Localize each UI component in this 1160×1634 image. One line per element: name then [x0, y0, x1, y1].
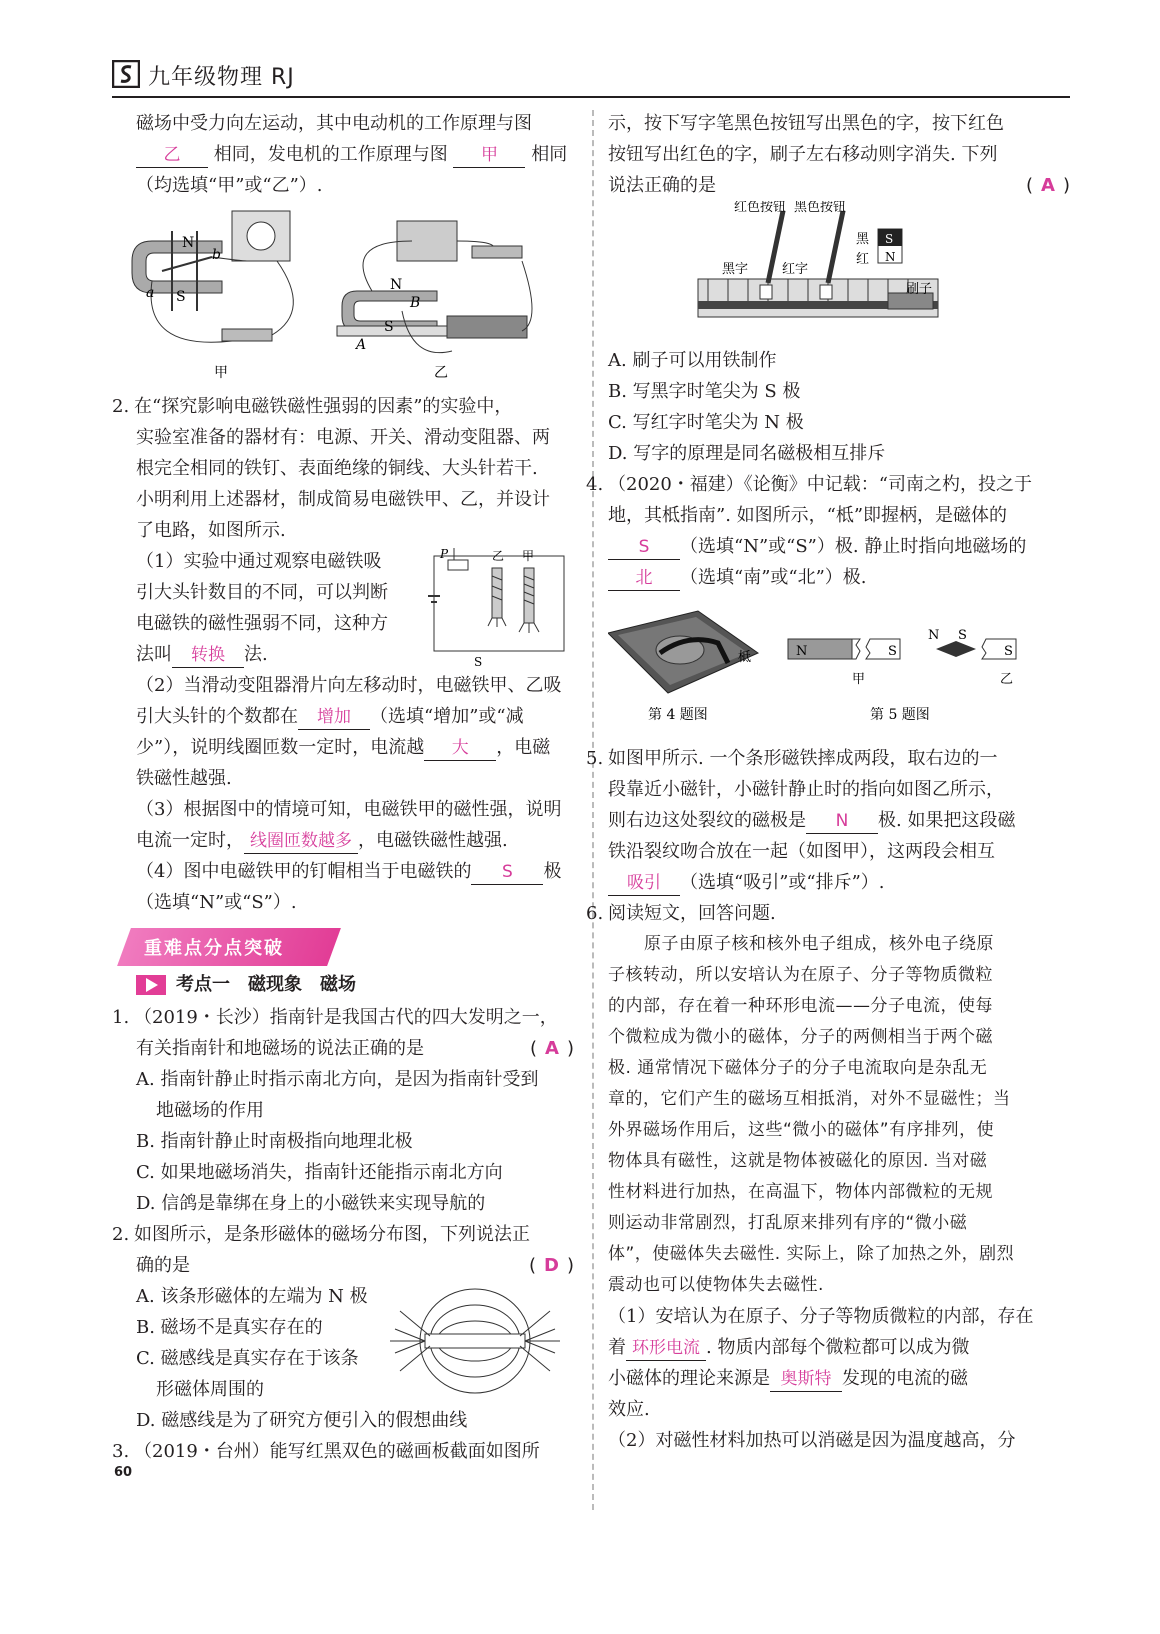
answer-blank: S [608, 535, 680, 560]
label-red-button: 红色按钮 [734, 201, 787, 215]
text-line: 磁场中受力向左运动，其中电动机的工作原理与图 [136, 113, 532, 134]
label-brush: 刷子 [906, 282, 933, 297]
text-line: （均选填“甲”或“乙”）. [136, 175, 323, 196]
label-black: 黑 [856, 232, 870, 247]
answer-blank: 转换 [172, 643, 244, 668]
column-divider [592, 110, 594, 1510]
answer-blank: 环形电流 [626, 1336, 706, 1361]
answer-blank: N [806, 809, 878, 834]
text-line: S （选填“N”或“S”）极. 静止时指向地磁场的 [608, 531, 1070, 562]
option-line: A. 该条形磁体的左端为 N 极 [136, 1286, 368, 1307]
figure-caption: 乙 [434, 365, 448, 381]
text-line: （1）实验中通过观察电磁铁吸 [136, 551, 382, 572]
pole-label: S [888, 644, 897, 659]
pole-label: N [182, 235, 195, 251]
answer-blank: 吸引 [608, 871, 680, 896]
option-line: 地磁场的作用 [156, 1100, 264, 1121]
text-line: 效应. [608, 1399, 650, 1420]
text-line: 引大头针数目的不同，可以判断 [136, 582, 388, 603]
left-column [112, 108, 574, 1467]
option-line: D. 磁感线是为了研究方便引入的假想曲线 [136, 1410, 468, 1431]
option-line: B. 指南针静止时南极指向地理北极 [136, 1131, 413, 1152]
option-line: D. 写字的原理是同名磁极相互排斥 [608, 443, 886, 464]
answer-blank: 增加 [298, 705, 370, 730]
slider-label: P [440, 547, 449, 561]
publisher-logo-icon [112, 60, 140, 88]
right-column [586, 108, 1070, 1456]
figure-caption: 第 4 题图 [648, 707, 708, 723]
text-line: 实验室准备的器材有：电源、开关、滑动变阻器、两 [136, 427, 550, 448]
text-line: 示，按下写字笔黑色按钮写出黑色的字，按下红色 [608, 113, 1004, 134]
wire-label: b [212, 247, 221, 263]
text-line: 小磁体的理论来源是 奥斯特 发现的电流的磁 [608, 1363, 1070, 1394]
text-line: 则右边这处裂纹的磁极是 N 极. 如果把这段磁 [608, 805, 1070, 836]
pole-n-label: N [885, 250, 896, 264]
figures-4-5 [608, 593, 1070, 743]
circuit-diagram [424, 546, 574, 670]
board-drawing [608, 201, 1070, 345]
book-title: 九年级物理 RJ [148, 65, 295, 90]
question-line: 2. 如图所示，是条形磁体的磁场分布图，下列说法正 [112, 1224, 530, 1245]
text-line: （2）对磁性材料加热可以消磁是因为温度越高，分 [608, 1430, 1016, 1451]
figure-sublabel: 乙 [1000, 672, 1014, 687]
text-line: 铁沿裂纹吻合放在一起（如图甲），这两段会相互 [608, 841, 995, 862]
answer-blank: 北 [608, 566, 680, 591]
choice-answer: ( D ) [528, 1255, 574, 1276]
pole-label: S [958, 628, 967, 643]
text-line: （选填“N”或“S”）. [136, 892, 297, 913]
pole-label: N [390, 277, 403, 293]
text-line: 段靠近小磁针，小磁针静止时的指向如图乙所示， [608, 779, 1004, 800]
text-line: （2）当滑动变阻器滑片向左移动时，电磁铁甲、乙吸 [136, 675, 562, 696]
pole-label: S [1004, 644, 1013, 659]
topic-heading: 考点一 磁现象 磁场 [112, 968, 574, 1002]
answer-blank: 乙 [136, 143, 208, 168]
pole-s-label: S [885, 232, 894, 246]
question-line: 2. 在“探究影响电磁铁磁性强弱的因素”的实验中， [112, 396, 513, 417]
magnet-label: 甲 [522, 549, 535, 563]
figure-caption: 甲 [214, 365, 228, 381]
pole-label: N [796, 644, 808, 659]
text-line: 法叫 转换 法. [112, 639, 574, 670]
page-number: 60 [114, 1465, 133, 1480]
play-triangle-icon [136, 975, 166, 995]
answer-blank: 大 [424, 736, 496, 761]
magnet-label: 乙 [492, 549, 505, 563]
option-line: 形磁体周围的 [156, 1379, 264, 1400]
section-banner: 重难点分点突破 [112, 928, 574, 968]
text-line: 了电路，如图所示. [136, 520, 286, 541]
wire-label: a [146, 285, 155, 301]
label-red: 红 [856, 252, 870, 267]
label-black-word: 黑字 [722, 262, 749, 277]
option-line: C. 如果地磁场消失，指南针还能指示南北方向 [136, 1162, 503, 1183]
text-line: （3）根据图中的情境可知，电磁铁甲的磁性强，说明 [136, 799, 562, 820]
text-line: 说法正确的是 ( A ) [608, 170, 1070, 201]
question-line: 4. （2020・福建）《论衡》中记载：“司南之杓，投之于 [586, 474, 1033, 495]
text-line: 地，其柢指南”. 如图所示，“柢”即握柄，是磁体的 [608, 505, 1008, 526]
choice-answer: ( A ) [1026, 175, 1070, 196]
option-line: A. 刷子可以用铁制作 [608, 350, 777, 371]
pole-label: N [928, 628, 940, 643]
text-line: （1）安培认为在原子、分子等物质微粒的内部，存在 [608, 1306, 1034, 1327]
text-line: 引大头针的个数都在 增加 （选填“增加”或“减 [112, 701, 574, 732]
reading-passage: 原子由原子核和核外电子组成，核外电子绕原 子核转动，所以安培认为在原子、分子等物质微粒 的内部，存在着一种环形电流——分子电流，使每 个微粒成为微小的磁体，分子的两侧相当于两个磁 极. 通常情况下磁体分子的分子电流取向是杂乱无 章的，它们产生的磁场互相抵消，对外不显磁性；当 外界磁场作用后，这些“微小的磁体”有序排列，使 物体具有磁性，这就是物体被磁化的原因. 当对磁 性材料进行加热，在高温下，物体内部微粒的无规 则运动非常剧烈，打乱原来排列有序的“微小磁 体”，使磁体失去磁性. 实际上，除了加热之外，剧烈 震动也可以使物体失去磁性. [608, 934, 1015, 1295]
pole-label: S [176, 289, 186, 305]
option-line: A. 指南针静止时指示南北方向，是因为指南针受到 [136, 1069, 539, 1090]
choice-answer: ( A ) [530, 1038, 574, 1059]
figure-caption: 第 5 题图 [870, 707, 930, 723]
switch-label: S [474, 655, 483, 669]
text-line: 小明利用上述器材，制成简易电磁铁甲、乙，并设计 [136, 489, 550, 510]
question-line: 3. （2019・台州）能写红黑双色的磁画板截面如图所 [112, 1441, 540, 1462]
page-header [112, 56, 1070, 98]
label-di: 柢 [738, 650, 752, 665]
text-line: 按钮写出红色的字，刷子左右移动则字消失. 下列 [608, 144, 998, 165]
figures-drawing [608, 593, 1070, 743]
text-line: 电磁铁的磁性强弱不同，这种方 [136, 613, 388, 634]
text-line: 铁磁性越强. [136, 768, 232, 789]
text-line: 有关指南针和地磁场的说法正确的是 ( A ) [112, 1033, 574, 1064]
label-black-button: 黑色按钮 [794, 201, 847, 215]
label-red-word: 红字 [782, 262, 809, 277]
option-line: B. 磁场不是真实存在的 [136, 1317, 323, 1338]
answer-blank: S [471, 860, 543, 885]
answer-blank: 线圈匝数越多 [244, 829, 358, 854]
option-line: C. 磁感线是真实存在于该条 [136, 1348, 359, 1369]
answer-blank: 甲 [453, 143, 525, 168]
text-line: 吸引 （选填“吸引”或“排斥”）. [608, 867, 1070, 898]
question-line: 1. （2019・长沙）指南针是我国古代的四大发明之一， [112, 1007, 558, 1028]
option-line: C. 写红字时笔尖为 N 极 [608, 412, 804, 433]
question-line: 6. 阅读短文，回答问题. [586, 903, 776, 924]
text-line: 电流一定时， 线圈匝数越多 ，电磁铁磁性越强. [112, 825, 574, 856]
wire-label: A [356, 337, 367, 353]
magnetic-board-figure [608, 201, 1070, 345]
text-line: 确的是 ( D ) [112, 1250, 574, 1281]
text-line: 着 环形电流 . 物质内部每个微粒都可以成为微 [608, 1332, 1070, 1363]
figure-drawing [112, 201, 574, 391]
text-line: 乙 相同，发电机的工作原理与图 甲 相同 [112, 139, 574, 170]
option-line: D. 信鸽是靠绑在身上的小磁铁来实现导航的 [136, 1193, 486, 1214]
figure-sublabel: 甲 [852, 672, 866, 687]
text-line: 少”），说明线圈匝数一定时，电流越 大 ，电磁 [112, 732, 574, 763]
wire-label: B [410, 295, 421, 311]
text-line: 根完全相同的铁钉、表面绝缘的铜线、大头针若干. [136, 458, 538, 479]
text-line: （4）图中电磁铁甲的钉帽相当于电磁铁的 S 极 [112, 856, 574, 887]
question-line: 5. 如图甲所示. 一个条形磁铁摔成两段，取右边的一 [586, 748, 998, 769]
pole-label: S [384, 319, 394, 335]
experiment-figure [112, 201, 574, 391]
text-line: 北 （选填“南”或“北”）极. [608, 562, 1070, 593]
option-line: B. 写黑字时笔尖为 S 极 [608, 381, 801, 402]
field-lines-diagram [390, 1281, 560, 1399]
answer-blank: 奥斯特 [770, 1367, 842, 1392]
